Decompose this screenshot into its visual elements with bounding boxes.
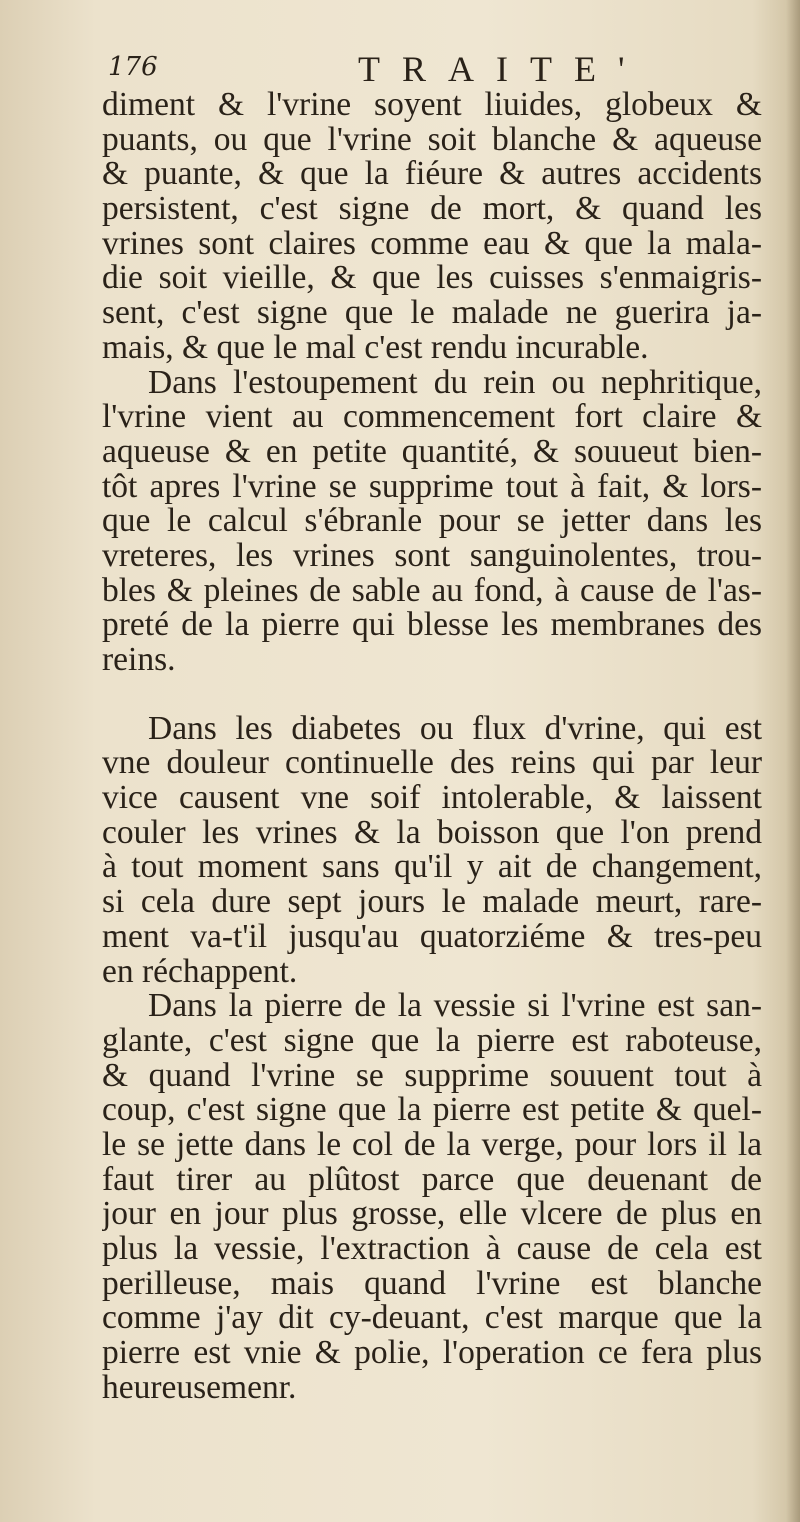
text-line: le se jette dans le col de la verge, pour lors il la (102, 1127, 762, 1163)
text-line: tôt apres l'vrine se supprime tout à fait, & lors- (102, 469, 762, 505)
text-line: Dans la pierre de la vessie si l'vrine est san- (148, 989, 762, 1024)
text-line: aqueuse & en petite quantité, & souueut bien- (102, 434, 762, 470)
text-line: ment va-t'il jusqu'au quatorziéme & tres-peu (102, 919, 762, 955)
text-line: l'vrine vient au commencement fort claire & (102, 400, 762, 435)
text-line: vice causent vne soif intolerable, & laissent (102, 781, 762, 816)
paragraph (102, 366, 762, 678)
text-line: couler les vrines & la boisson que l'on prend (102, 815, 762, 851)
text-line: Dans les diabetes ou flux d'vrine, qui est (148, 711, 762, 747)
text-line: coup, c'est signe que la pierre est petite & quel- (102, 1093, 762, 1128)
text-line: pierre est vnie & polie, l'operation ce fera plus (102, 1336, 762, 1371)
text-line: mais, & que le mal c'est rendu incurable. (102, 330, 649, 366)
running-title: TRAITE' (358, 49, 647, 89)
text-line: sent, c'est signe que le malade ne guerira ja- (102, 296, 762, 331)
paragraph (102, 88, 762, 366)
text-line: comme j'ay dit cy-deuant, c'est marque que la (102, 1301, 762, 1337)
text-line: si cela dure sept jours le malade meurt, rare- (102, 885, 762, 920)
body-text (102, 88, 762, 1405)
text-line: vrines sont claires comme eau & que la mala- (102, 226, 762, 262)
text-line: puants, ou que l'vrine soit blanche & aqueuse (102, 122, 762, 158)
text-line: glante, c'est signe que la pierre est raboteuse, (102, 1023, 762, 1059)
text-line: que le calcul s'ébranle pour se jetter dans les (102, 504, 762, 539)
page-edge-shadow (786, 0, 800, 1522)
text-line: reins. (102, 643, 176, 678)
text-line: & quand l'vrine se supprime souuent tout à (102, 1058, 762, 1094)
text-line: diment & l'vrine soyent liuides, globeux & (102, 88, 762, 123)
text-line: jour en jour plus grosse, elle vlcere de plus en (102, 1197, 762, 1232)
text-line: persistent, c'est signe de mort, & quand les (102, 192, 762, 227)
text-line: preté de la pierre qui blesse les membranes des (102, 608, 762, 643)
text-line: Dans l'estoupement du rein ou nephritique, (148, 365, 762, 401)
text-line: vne douleur continuelle des reins qui par leur (102, 746, 762, 782)
text-line: & puante, & que la fiéure & autres accidents (102, 157, 762, 193)
page-header (108, 49, 768, 92)
paragraph-gap (102, 678, 762, 712)
text-line: à tout moment sans qu'il y ait de changement, (102, 850, 762, 886)
text-line: bles & pleines de sable au fond, à cause de l'as- (102, 573, 762, 609)
text-line: plus la vessie, l'extraction à cause de cela est (102, 1232, 762, 1267)
paragraph (102, 712, 762, 990)
text-line: die soit vieille, & que les cuisses s'enmaigris- (102, 261, 762, 297)
text-line: en réchappent. (102, 954, 298, 990)
text-line: faut tirer au plûtost parce que deuenant de (102, 1162, 762, 1198)
text-line: perilleuse, mais quand l'vrine est blanche (102, 1266, 762, 1302)
paragraph (102, 989, 762, 1405)
text-line: heureusemenr. (102, 1370, 297, 1406)
page-number: 176 (108, 52, 158, 82)
text-line: vreteres, les vrines sont sanguinolentes, trou- (102, 538, 762, 574)
